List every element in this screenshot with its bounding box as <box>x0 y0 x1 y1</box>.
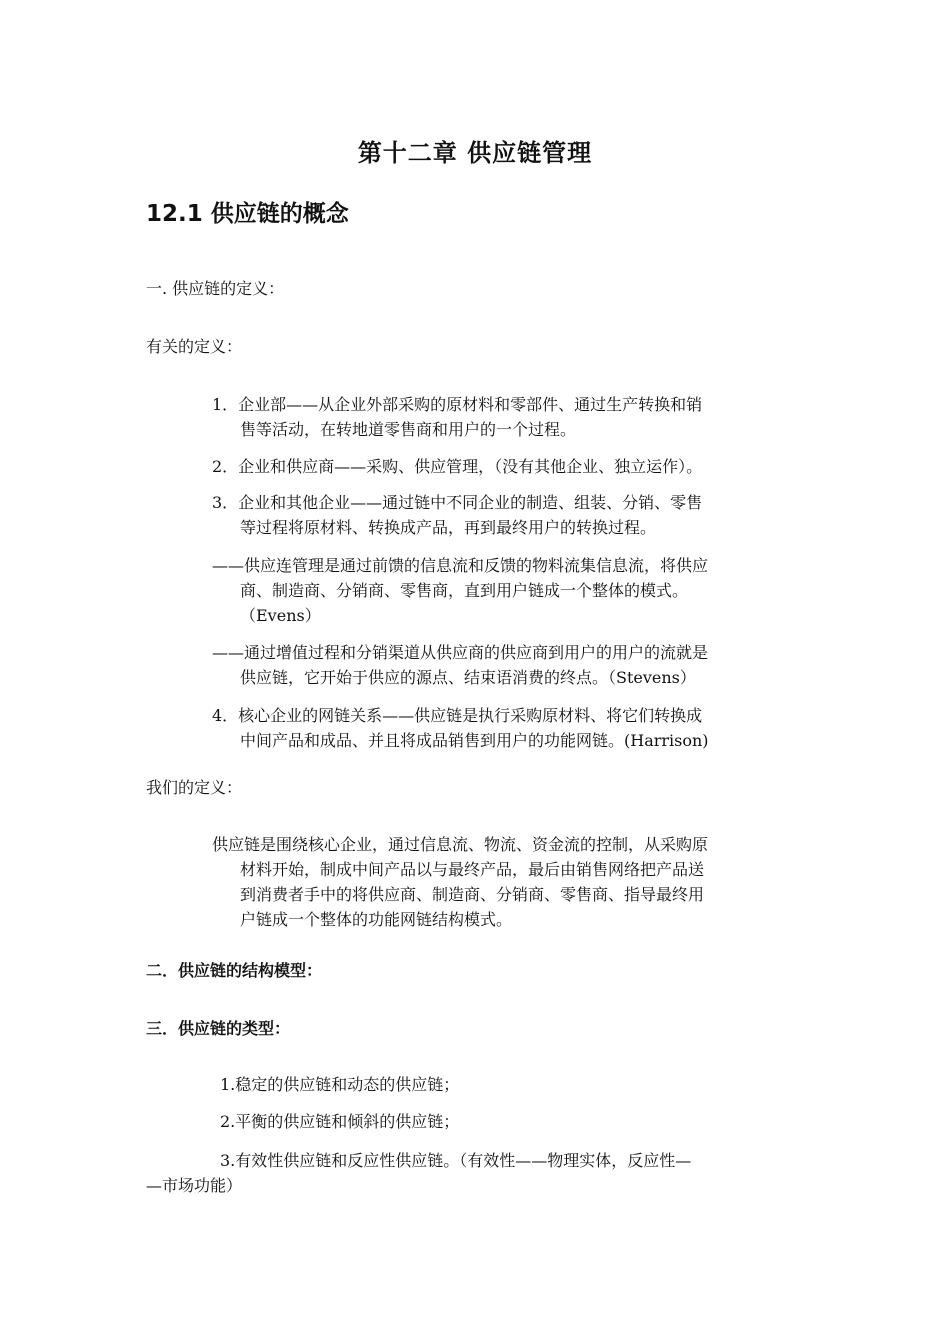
type-item-3-continuation: —市场功能） <box>146 1176 243 1195</box>
definition-1-line-2: 售等活动，在转地道零售商和用户的一个过程。 <box>240 420 577 439</box>
evens-line-2: 商、制造商、分销商、零售商，直到用户链成一个整体的模式。 <box>240 581 689 600</box>
our-definition-line-3: 到消费者手中的将供应商、制造商、分销商、零售商、指导最终用 <box>240 885 705 904</box>
heading-structure-model: 二．供应链的结构模型： <box>146 961 323 980</box>
our-definition-paragraph <box>212 832 708 932</box>
evens-line-3: （Evens） <box>240 606 321 625</box>
definition-item-stevens <box>212 640 708 690</box>
definition-1-line-1: 1．企业部——从企业外部采购的原材料和零部件、通过生产转换和销 <box>212 395 703 414</box>
our-definition-line-4: 户链成一个整体的功能网链结构模式。 <box>240 910 513 929</box>
definition-4-line-1: 4．核心企业的网链关系——供应链是执行采购原材料、将它们转换成 <box>212 706 703 725</box>
stevens-line-1: ——通过增值过程和分销渠道从供应商的供应商到用户的用户的流就是 <box>212 643 709 662</box>
our-definition-label: 我们的定义： <box>146 778 243 797</box>
stevens-line-2: 供应链，它开始于供应的源点、结束语消费的终点。（Stevens） <box>240 668 696 687</box>
type-item-2: 2.平衡的供应链和倾斜的供应链； <box>220 1112 460 1131</box>
evens-line-1: ——供应连管理是通过前馈的信息流和反馈的物料流集信息流，将供应 <box>212 556 709 575</box>
definition-3-line-2: 等过程将原材料、转换成产品，再到最终用户的转换过程。 <box>240 518 657 537</box>
chapter-title: 第十二章 供应链管理 <box>357 139 593 167</box>
definition-item-2 <box>212 454 702 479</box>
our-definition-line-2: 材料开始，制成中间产品以与最终产品，最后由销售网络把产品送 <box>240 860 705 879</box>
heading-definition: 一. 供应链的定义： <box>146 279 285 298</box>
related-definitions-label: 有关的定义： <box>146 337 243 356</box>
definition-2-line-1: 2．企业和供应商——采购、供应管理，（没有其他企业、独立运作）。 <box>212 457 703 476</box>
definition-item-evens <box>212 553 708 628</box>
definition-4-line-2: 中间产品和成品、并且将成品销售到用户的功能网链。(Harrison) <box>240 731 709 750</box>
type-item-1: 1.稳定的供应链和动态的供应链； <box>220 1075 460 1094</box>
definition-item-1 <box>212 392 702 442</box>
section-title: 12.1 供应链的概念 <box>146 201 349 227</box>
definition-item-4 <box>212 703 709 753</box>
our-definition-line-1: 供应链是围绕核心企业，通过信息流、物流、资金流的控制，从采购原 <box>212 835 709 854</box>
heading-types: 三．供应链的类型： <box>146 1019 291 1038</box>
type-item-3: 3.有效性供应链和反应性供应链。（有效性——物理实体，反应性— <box>220 1151 692 1170</box>
definition-3-line-1: 3．企业和其他企业——通过链中不同企业的制造、组装、分销、零售 <box>212 493 703 512</box>
definition-item-3 <box>212 490 702 540</box>
